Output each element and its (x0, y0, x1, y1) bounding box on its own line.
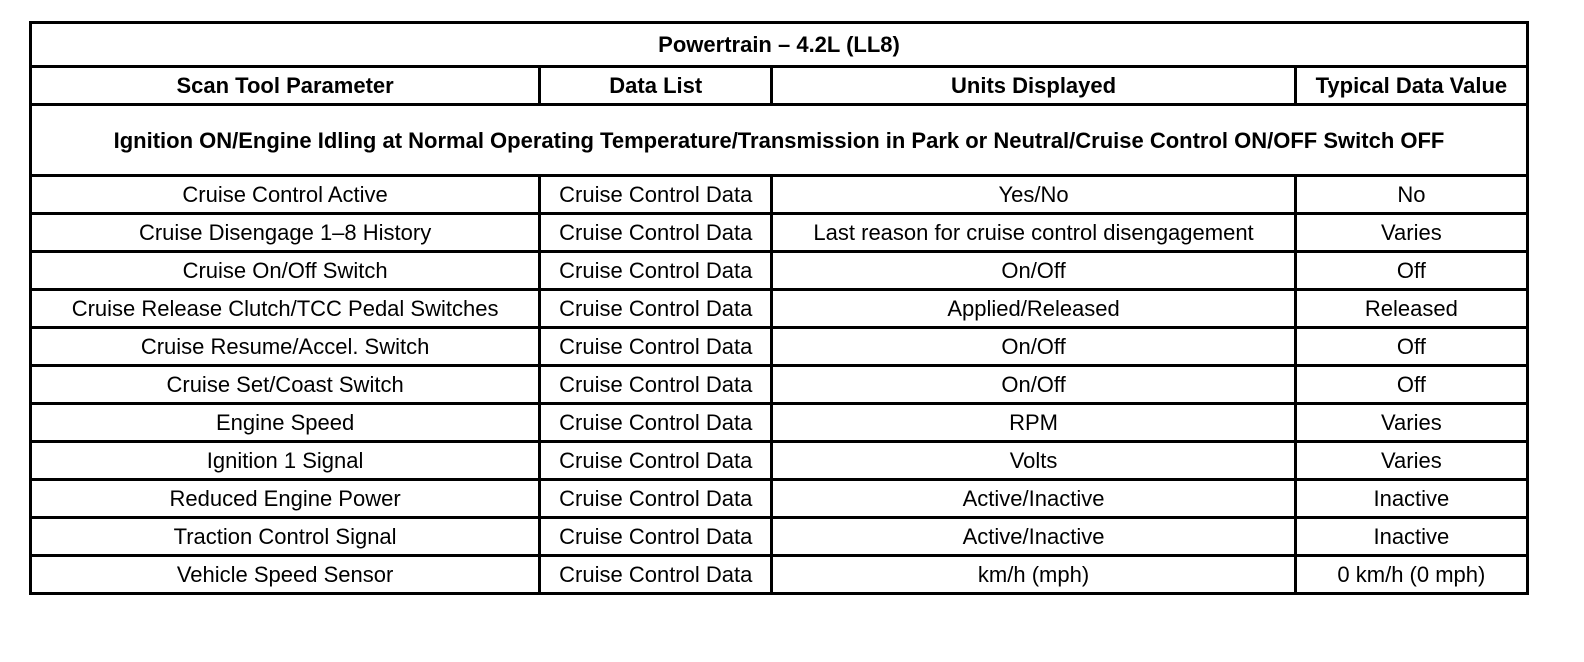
cell-data-list: Cruise Control Data (540, 214, 772, 252)
cell-data-list: Cruise Control Data (540, 328, 772, 366)
cell-typical-value: Varies (1295, 404, 1527, 442)
cell-parameter: Traction Control Signal (31, 518, 540, 556)
cell-typical-value: Released (1295, 290, 1527, 328)
cell-typical-value: Varies (1295, 442, 1527, 480)
cell-parameter: Cruise Disengage 1–8 History (31, 214, 540, 252)
cell-parameter: Cruise Control Active (31, 176, 540, 214)
cell-typical-value: Off (1295, 328, 1527, 366)
table-title-row (31, 23, 1528, 67)
cell-data-list: Cruise Control Data (540, 252, 772, 290)
cell-units: RPM (772, 404, 1295, 442)
table-row (31, 404, 1528, 442)
cell-data-list: Cruise Control Data (540, 290, 772, 328)
cell-parameter: Cruise Set/Coast Switch (31, 366, 540, 404)
column-header-row (31, 67, 1528, 105)
table-row (31, 442, 1528, 480)
header-typical-data-value: Typical Data Value (1295, 67, 1527, 105)
cell-typical-value: Inactive (1295, 518, 1527, 556)
cell-typical-value: Off (1295, 252, 1527, 290)
table-row (31, 480, 1528, 518)
cell-data-list: Cruise Control Data (540, 480, 772, 518)
cell-parameter: Ignition 1 Signal (31, 442, 540, 480)
cell-units: On/Off (772, 328, 1295, 366)
cell-units: On/Off (772, 252, 1295, 290)
cell-parameter: Vehicle Speed Sensor (31, 556, 540, 594)
cell-units: km/h (mph) (772, 556, 1295, 594)
cell-typical-value: Off (1295, 366, 1527, 404)
cell-data-list: Cruise Control Data (540, 366, 772, 404)
cell-data-list: Cruise Control Data (540, 556, 772, 594)
cell-data-list: Cruise Control Data (540, 518, 772, 556)
cell-data-list: Cruise Control Data (540, 442, 772, 480)
table-row (31, 290, 1528, 328)
cell-units: Volts (772, 442, 1295, 480)
cell-units: Last reason for cruise control disengagement (772, 214, 1295, 252)
cell-typical-value: Varies (1295, 214, 1527, 252)
cell-units: Applied/Released (772, 290, 1295, 328)
operating-condition: Ignition ON/Engine Idling at Normal Operating Temperature/Transmission in Park or Neutral/Cruise Control ON/OFF Switch OFF (31, 105, 1528, 176)
header-scan-tool-parameter: Scan Tool Parameter (31, 67, 540, 105)
header-units-displayed: Units Displayed (772, 67, 1295, 105)
table-row (31, 366, 1528, 404)
cell-units: Yes/No (772, 176, 1295, 214)
cell-units: Active/Inactive (772, 480, 1295, 518)
table-row (31, 176, 1528, 214)
condition-row (31, 105, 1528, 176)
table-row (31, 556, 1528, 594)
cell-parameter: Cruise On/Off Switch (31, 252, 540, 290)
cell-units: On/Off (772, 366, 1295, 404)
cell-parameter: Cruise Release Clutch/TCC Pedal Switches (31, 290, 540, 328)
table-body (31, 176, 1528, 594)
table-row (31, 252, 1528, 290)
cell-units: Active/Inactive (772, 518, 1295, 556)
table-row (31, 214, 1528, 252)
header-data-list: Data List (540, 67, 772, 105)
cell-data-list: Cruise Control Data (540, 404, 772, 442)
table-row (31, 328, 1528, 366)
cell-parameter: Cruise Resume/Accel. Switch (31, 328, 540, 366)
cell-typical-value: 0 km/h (0 mph) (1295, 556, 1527, 594)
cell-parameter: Reduced Engine Power (31, 480, 540, 518)
cell-typical-value: Inactive (1295, 480, 1527, 518)
table-row (31, 518, 1528, 556)
cell-data-list: Cruise Control Data (540, 176, 772, 214)
cell-typical-value: No (1295, 176, 1527, 214)
cell-parameter: Engine Speed (31, 404, 540, 442)
table-title: Powertrain – 4.2L (LL8) (31, 23, 1528, 67)
data-table-sheet (29, 21, 1529, 595)
scan-tool-data-table (29, 21, 1529, 595)
